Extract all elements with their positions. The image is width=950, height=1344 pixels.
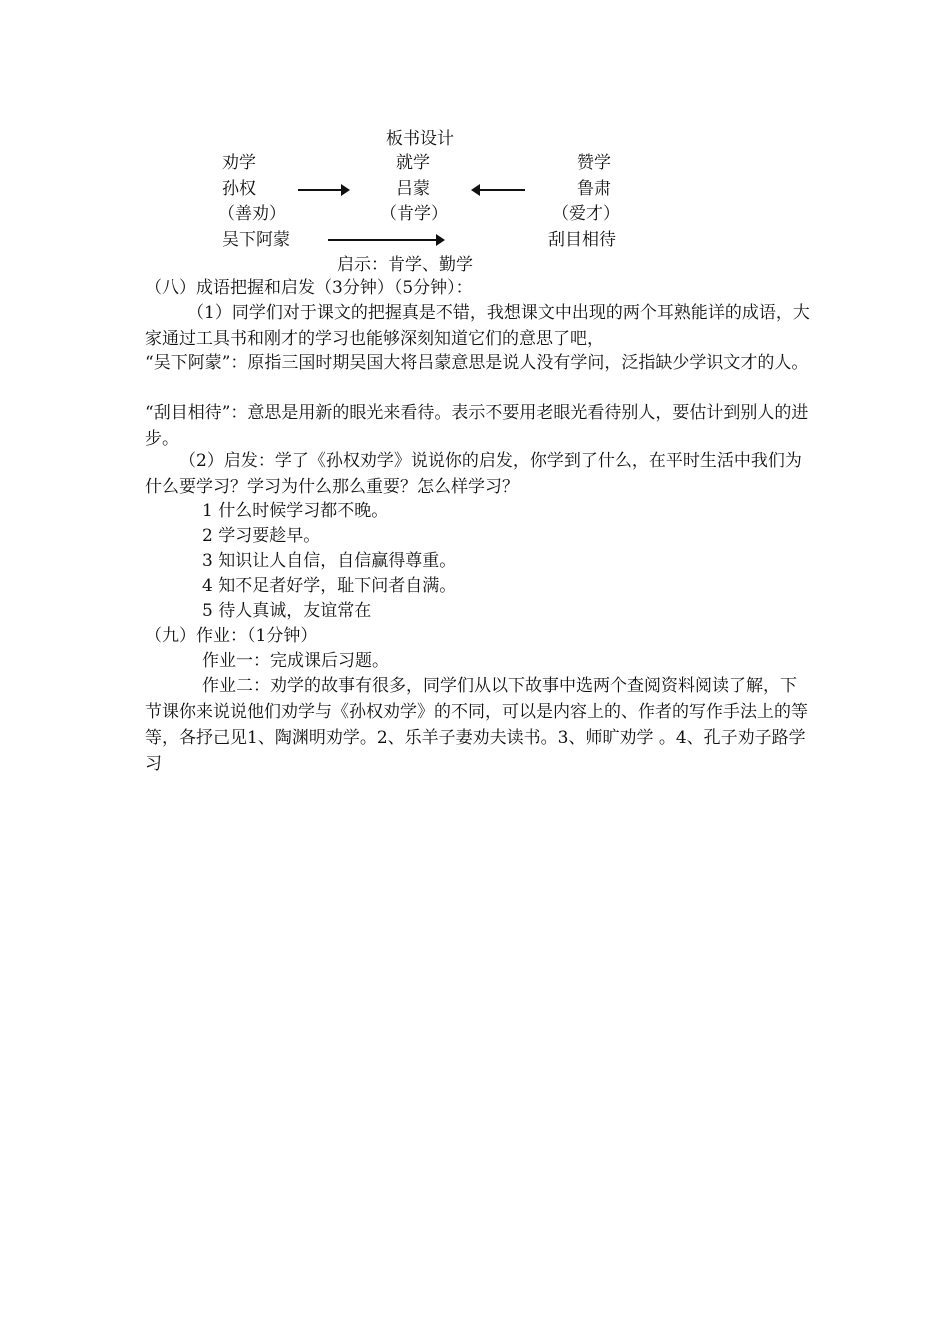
board-right-2: 鲁肃 — [577, 179, 611, 199]
arrow-left-icon — [473, 189, 525, 191]
board-mid-2: 吕蒙 — [396, 179, 430, 199]
section8-paragraph-2: “吴下阿蒙”：原指三国时期吴国大将吕蒙意思是说人没有学问，泛指缺少学识文才的人。 — [145, 353, 809, 373]
arrow-right-icon — [298, 189, 348, 191]
section8-paragraph-3: “刮目相待”：意思是用新的眼光来看待。表示不要用老眼光看待别人，要估计到别人的进步。 — [145, 403, 809, 449]
homework-1: 作业一：完成课后习题。 — [202, 651, 389, 671]
arrow-right-long-icon — [328, 239, 443, 241]
board-left-1: 劝学 — [222, 153, 256, 173]
homework-2: 作业二：劝学的故事有很多，同学们从以下故事中选两个查阅资料阅读了解，下节课你来说说他们劝学与《孙权劝学》的不同，可以是内容上的、作者的写作手法上的等等，各抒己见1、陶渊明劝学。2、乐羊子妻劝夫读书。3、师旷劝学 。4、孔子劝子路学习 — [145, 676, 808, 774]
board-right-4: 刮目相待 — [548, 230, 616, 250]
board-insight: 启示：肯学、勤学 — [337, 255, 473, 275]
board-mid-3: （肯学） — [380, 204, 448, 224]
list-item: 3 知识让人自信，自信赢得尊重。 — [202, 551, 457, 571]
board-left-2: 孙权 — [222, 179, 256, 199]
section8-heading: （八）成语把握和启发（3分钟）（5分钟）： — [145, 278, 473, 298]
section8-paragraph-4: （2）启发：学了《孙权劝学》说说你的启发，你学到了什么，在平时生活中我们为什么要学习？学习为什么那么重要？怎么样学习？ — [145, 451, 802, 497]
section9-heading: （九）作业：（1分钟） — [145, 626, 318, 646]
board-title: 板书设计 — [386, 129, 454, 149]
list-item: 1 什么时候学习都不晚。 — [202, 501, 389, 521]
board-left-4: 吴下阿蒙 — [222, 230, 290, 250]
list-item: 2 学习要趁早。 — [202, 526, 321, 546]
list-item: 5 待人真诚，友谊常在 — [202, 601, 372, 621]
board-right-3: （爱才） — [552, 204, 620, 224]
list-item: 4 知不足者好学，耻下问者自满。 — [202, 576, 457, 596]
board-mid-1: 就学 — [396, 153, 430, 173]
board-left-3: （善劝） — [218, 204, 286, 224]
section8-paragraph-1: （1）同学们对于课文的把握真是不错，我想课文中出现的两个耳熟能详的成语，大家通过工具书和刚才的学习也能够深刻知道它们的意思了吧， — [145, 303, 810, 349]
board-right-1: 赞学 — [577, 153, 611, 173]
